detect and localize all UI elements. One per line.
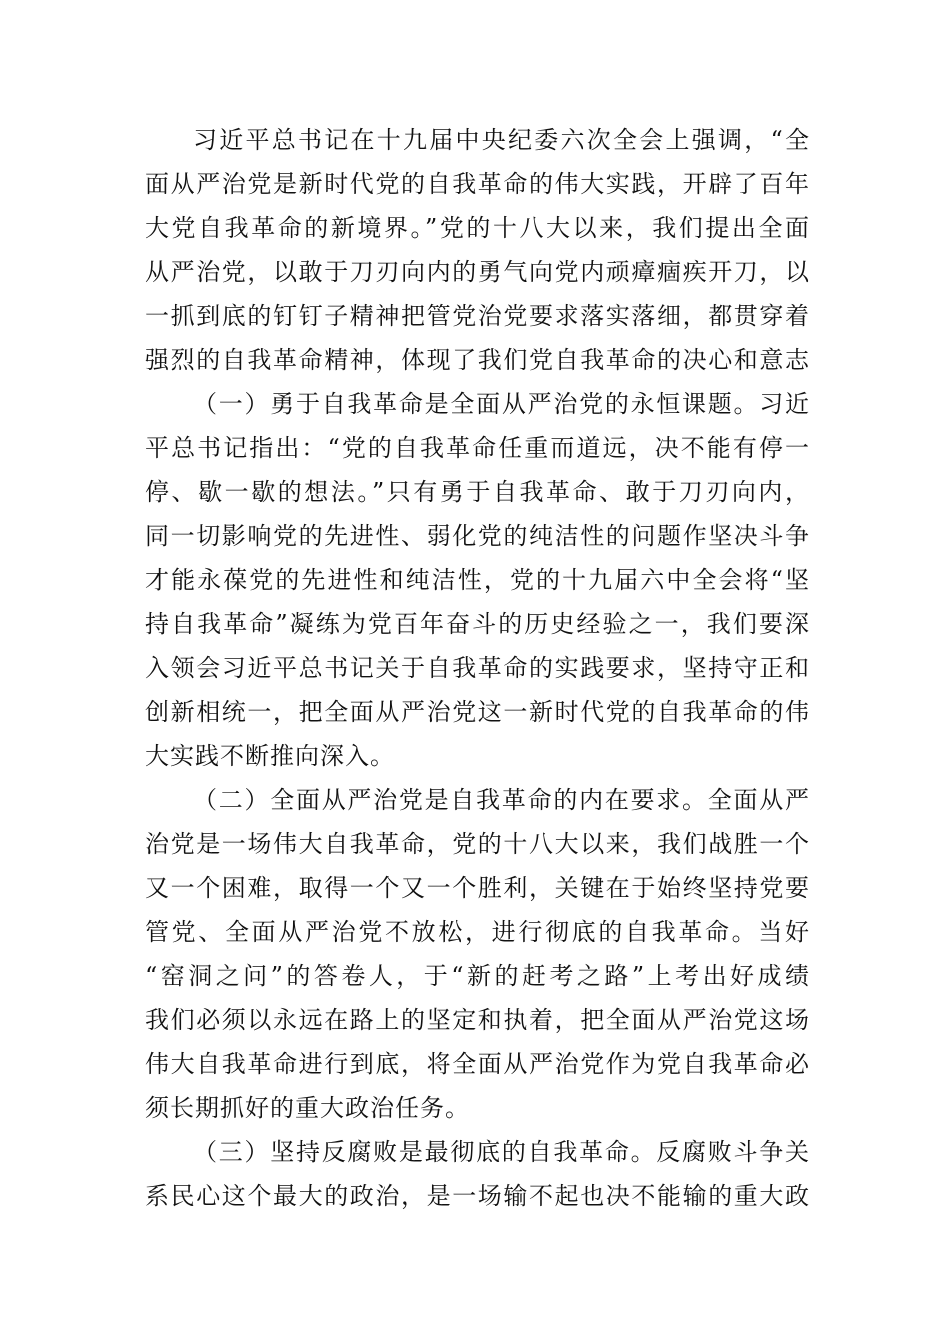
paragraph-3-line-3: 又一个困难，取得一个又一个胜利，关键在于始终坚持党要 bbox=[145, 874, 810, 902]
paragraph-2-line-9: 大实践不断推向深入。 bbox=[145, 742, 395, 770]
paragraph-4-line-2: 系民心这个最大的政治，是一场输不起也决不能输的重大政 bbox=[145, 1182, 810, 1210]
paragraph-1-line-6: 强烈的自我革命精神，体现了我们党自我革命的决心和意志 bbox=[145, 346, 810, 374]
paragraph-2-line-6: 持自我革命”凝练为党百年奋斗的历史经验之一，我们要深 bbox=[145, 610, 810, 638]
paragraph-2-line-2: 平总书记指出：“党的自我革命任重而道远，决不能有停一 bbox=[145, 434, 810, 462]
paragraph-3-line-8: 须长期抓好的重大政治任务。 bbox=[145, 1094, 470, 1122]
paragraph-1-line-4: 从严治党，以敢于刀刃向内的勇气向党内顽瘴痼疾开刀，以 bbox=[145, 258, 810, 286]
paragraph-2-line-5: 才能永葆党的先进性和纯洁性，党的十九届六中全会将“坚 bbox=[145, 566, 810, 594]
paragraph-4-line-1: （三）坚持反腐败是最彻底的自我革命。反腐败斗争关 bbox=[193, 1138, 810, 1166]
paragraph-1-line-3: 大党自我革命的新境界。”党的十八大以来，我们提出全面 bbox=[145, 214, 810, 242]
paragraph-1-line-1: 习近平总书记在十九届中央纪委六次全会上强调，“全 bbox=[193, 126, 810, 154]
paragraph-1-line-5: 一抓到底的钉钉子精神把管党治党要求落实落细，都贯穿着 bbox=[145, 302, 810, 330]
paragraph-2-line-1: （一）勇于自我革命是全面从严治党的永恒课题。习近 bbox=[193, 390, 810, 418]
paragraph-2-line-4: 同一切影响党的先进性、弱化党的纯洁性的问题作坚决斗争 bbox=[145, 522, 810, 550]
paragraph-3-line-1: （二）全面从严治党是自我革命的内在要求。全面从严 bbox=[193, 786, 810, 814]
paragraph-1-line-2: 面从严治党是新时代党的自我革命的伟大实践，开辟了百年 bbox=[145, 170, 810, 198]
paragraph-2-line-3: 停、歇一歇的想法。”只有勇于自我革命、敢于刀刃向内， bbox=[145, 478, 810, 506]
document-body bbox=[145, 118, 810, 1218]
paragraph-3-line-7: 伟大自我革命进行到底，将全面从严治党作为党自我革命必 bbox=[145, 1050, 810, 1078]
paragraph-2-line-7: 入领会习近平总书记关于自我革命的实践要求，坚持守正和 bbox=[145, 654, 810, 682]
paragraph-3-line-2: 治党是一场伟大自我革命，党的十八大以来，我们战胜一个 bbox=[145, 830, 810, 858]
paragraph-2-line-8: 创新相统一，把全面从严治党这一新时代党的自我革命的伟 bbox=[145, 698, 810, 726]
paragraph-3-line-4: 管党、全面从严治党不放松，进行彻底的自我革命。当好 bbox=[145, 918, 810, 946]
paragraph-3-line-5: “窑洞之问”的答卷人，于“新的赶考之路”上考出好成绩 bbox=[145, 962, 810, 990]
paragraph-3-line-6: 我们必须以永远在路上的坚定和执着，把全面从严治党这场 bbox=[145, 1006, 810, 1034]
